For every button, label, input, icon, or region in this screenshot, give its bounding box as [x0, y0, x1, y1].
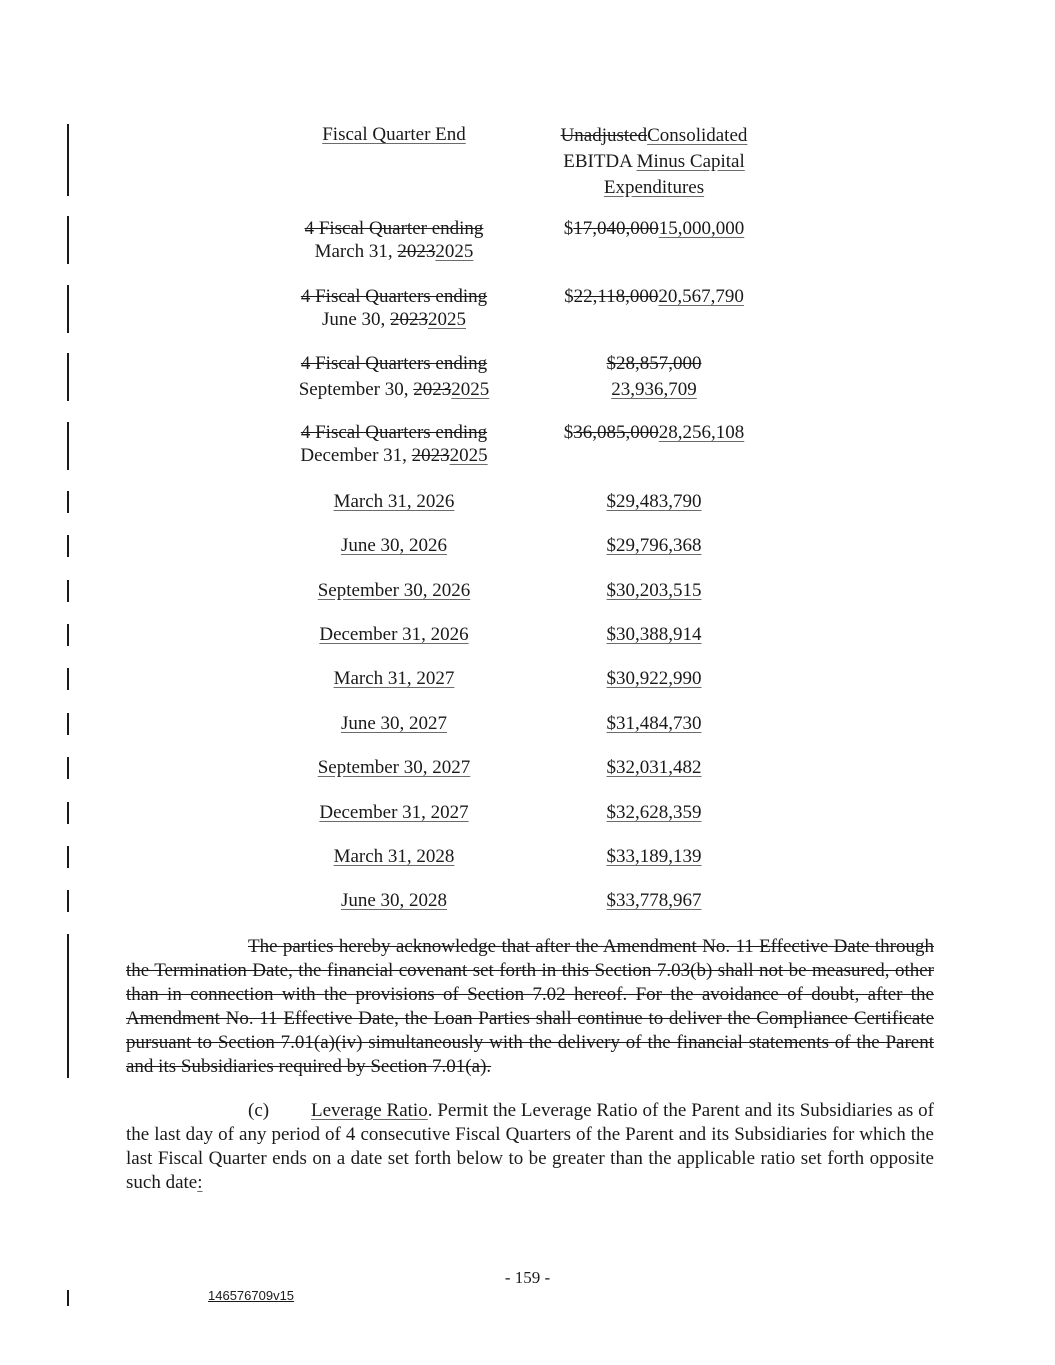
change-bar: [67, 124, 69, 196]
inserted-text: 2025: [428, 309, 467, 330]
deleted-text: 4 Fiscal Quarters ending: [300, 353, 488, 374]
table-row-value: [528, 534, 780, 557]
table-row-date: [268, 756, 520, 779]
change-bar: [67, 580, 69, 602]
inserted-text: September 30, 2026: [317, 580, 471, 601]
inserted-text: $33,189,139: [606, 846, 702, 867]
table-row-date: [268, 801, 520, 824]
table-row-value: [528, 889, 780, 912]
inserted-text: 2025: [435, 241, 474, 262]
section-c-text: . Permit the Leverage Ratio of the Parent and its Subsidiaries as of the last day of any period of 4 consecutive Fiscal Quarters of the Parent and its Subsidiaries for which the last Fiscal Quarter ends on a date set forth below to be greater than the applicable ratio set forth opposite such date: [126, 1100, 934, 1193]
change-bar: [67, 624, 69, 646]
table-row-date: [268, 889, 520, 912]
change-bar: [67, 422, 69, 470]
inserted-text: $30,203,515: [606, 580, 702, 601]
date-prefix: March 31,: [314, 241, 398, 262]
inserted-text: $30,922,990: [606, 668, 702, 689]
value-prefix: $: [564, 286, 574, 307]
value-prefix: $: [563, 422, 574, 443]
inserted-text: December 31, 2027: [319, 802, 469, 823]
inserted-text: June 30, 2027: [340, 713, 448, 734]
inserted-text: December 31, 2026: [319, 624, 469, 645]
date-prefix: December 31,: [300, 445, 412, 466]
deleted-text: 4 Fiscal Quarters ending: [300, 286, 488, 307]
inserted-text: 2025: [451, 379, 490, 400]
inserted-text: $30,388,914: [606, 624, 702, 645]
change-bar: [67, 802, 69, 824]
inserted-text: March 31, 2027: [333, 668, 455, 689]
inserted-text: March 31, 2028: [333, 846, 455, 867]
change-bar: [67, 491, 69, 513]
table-row-value: [528, 712, 780, 735]
deleted-text: 2023: [411, 445, 450, 466]
change-bar: [67, 846, 69, 868]
header-ebitda: [528, 123, 780, 201]
inserted-text: $32,628,359: [606, 802, 702, 823]
inserted-text: 2025: [449, 445, 488, 466]
table-row-date: [268, 421, 520, 467]
deleted-text: 17,040,000: [573, 218, 659, 239]
change-bar: [67, 890, 69, 912]
change-bar: [67, 934, 69, 1078]
table-row-date: [268, 217, 520, 263]
inserted-text: 20,567,790: [658, 286, 744, 307]
value-prefix: $: [563, 218, 574, 239]
table-row-date: [268, 490, 520, 513]
header-fiscal-quarter-end: [268, 123, 520, 146]
table-row-date: [268, 351, 520, 403]
table-row-value: [528, 579, 780, 602]
inserted-text: 28,256,108: [658, 422, 745, 443]
inserted-text: $31,484,730: [606, 713, 702, 734]
header-col2-ebitda: EBITDA: [563, 151, 637, 172]
table-row-date: [268, 712, 520, 735]
table-row-date: [268, 667, 520, 690]
deleted-text: Unadjusted: [560, 125, 648, 146]
section-c-heading: Leverage Ratio: [311, 1100, 428, 1121]
table-row-value: [528, 421, 780, 444]
date-prefix: September 30,: [298, 379, 414, 400]
deleted-text: 36,085,000: [573, 422, 659, 443]
inserted-text: 15,000,000: [658, 218, 745, 239]
section-c-marker: (c): [248, 1100, 270, 1121]
date-prefix: June 30,: [321, 309, 391, 330]
document-id: 146576709v15: [208, 1288, 295, 1303]
change-bar: [67, 353, 69, 401]
inserted-text: March 31, 2026: [333, 491, 455, 512]
inserted-text: Minus Capital: [636, 151, 745, 172]
page-number: - 159 -: [504, 1268, 551, 1287]
inserted-text: $29,796,368: [606, 535, 702, 556]
inserted-text: $32,031,482: [606, 757, 702, 778]
table-row-date: [268, 285, 520, 331]
table-row-value: [528, 490, 780, 513]
table-row-value: [528, 845, 780, 868]
table-row-value: [528, 285, 780, 308]
table-row-date: [268, 623, 520, 646]
change-bar: [67, 1290, 69, 1306]
deleted-paragraph-first-line: The parties hereby acknowledge that after the Amendment No. 11 Effective Date: [248, 936, 870, 957]
inserted-text: 23,936,709: [611, 379, 697, 400]
change-bar: [67, 216, 69, 264]
change-bar: [67, 535, 69, 557]
inserted-text: June 30, 2028: [340, 890, 448, 911]
table-row-value: [528, 667, 780, 690]
change-bar: [67, 757, 69, 779]
inserted-text: June 30, 2026: [340, 535, 448, 556]
inserted-text: $33,778,967: [606, 890, 702, 911]
deleted-text: 2023: [390, 309, 429, 330]
deleted-text: 4 Fiscal Quarter ending: [304, 218, 484, 239]
deleted-text: 4 Fiscal Quarters ending: [300, 422, 488, 443]
inserted-text: Consolidated: [647, 125, 748, 146]
header-col1-text: Fiscal Quarter End: [322, 124, 466, 145]
change-bar: [67, 668, 69, 690]
table-row-value: [528, 217, 780, 240]
table-row-date: [268, 845, 520, 868]
table-row-value: [528, 756, 780, 779]
inserted-text: September 30, 2027: [317, 757, 471, 778]
deleted-text: 2023: [397, 241, 436, 262]
deleted-text: 22,118,000: [573, 286, 659, 307]
table-row-value: [528, 351, 780, 403]
table-row-value: [528, 623, 780, 646]
table-row-date: [268, 579, 520, 602]
table-row-date: [268, 534, 520, 557]
deleted-text: 2023: [413, 379, 452, 400]
change-bar: [67, 713, 69, 735]
inserted-text: :: [197, 1172, 203, 1193]
deleted-paragraph-rest: through the Termination Date, the financial covenant set forth in this Section 7.03(b) shall not be measured, other than in connection with the provisions of Section 7.02 hereof. For the avoidance of doubt, after the Amendment No. 11 Effective Date, the Loan Parties shall continue to deliver the Compliance Certificate pursuant to Section 7.01(a)(iv) simultaneously with the delivery of the financial statements of the Parent and its Subsidiaries required by Section 7.01(a).: [126, 936, 934, 1077]
deleted-paragraph: [126, 935, 934, 1079]
section-c-paragraph: [126, 1099, 934, 1195]
deleted-text: $28,857,000: [606, 353, 702, 374]
inserted-text: Expenditures: [603, 177, 705, 198]
table-row-value: [528, 801, 780, 824]
change-bar: [67, 285, 69, 333]
inserted-text: $29,483,790: [606, 491, 702, 512]
